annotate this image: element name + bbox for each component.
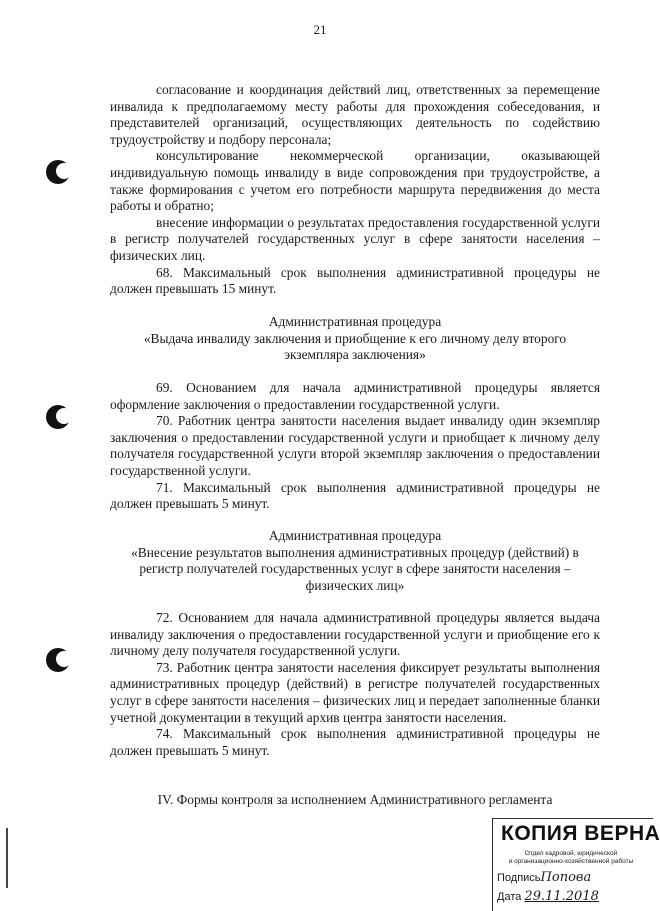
stamp-date-row	[497, 889, 653, 904]
section-registry-body	[110, 610, 600, 759]
stamp-department	[497, 850, 645, 866]
section-registry	[110, 528, 600, 594]
signature-value: Попова	[540, 870, 592, 885]
page-number: 21	[313, 22, 327, 37]
paragraph-consulting: консультирование некоммерческой организации, оказывающей индивидуальную помощь инвалиду в виде сопровождения при трудоустройстве, а также формирования с учетом его потребности маршрута передвижения до места работы и обратно;	[110, 148, 600, 214]
stamp-title: КОПИЯ ВЕРНА	[501, 822, 660, 845]
stamp-signature-row	[497, 870, 653, 885]
margin-mark	[6, 828, 8, 888]
paragraph-74: 74. Максимальный срок выполнения административной процедуры не должен превышать 5 минут.	[110, 726, 600, 758]
intro-block	[110, 82, 600, 298]
section-heading: Административная процедура	[268, 314, 442, 329]
section-issuance	[110, 314, 600, 364]
paragraph-69: 69. Основанием для начала административной процедуры является оформление заключения о предоставлении государственной услуги.	[110, 380, 600, 412]
certified-copy-stamp	[492, 818, 660, 911]
chapter-heading: IV. Формы контроля за исполнением Административного регламента	[157, 792, 553, 807]
chapter-block	[110, 792, 600, 809]
stamp-department-line: Отдел кадровой, юридической	[524, 850, 618, 857]
signature-label: Подпись	[497, 872, 541, 884]
paragraph-72: 72. Основанием для начала административной процедуры является выдача инвалиду заключения о предоставлении государственной услуги и приобщение его к личному делу получателя государственной услуги.	[110, 610, 600, 659]
punch-hole-bottom	[46, 648, 70, 672]
paragraph-70: 70. Работник центра занятости населения выдает инвалиду один экземпляр заключения о предоставлении государственной услуги и приобщает к личному делу получателя государственной услуги второй экземпляр заключения о предоставлении государственной услуги.	[110, 413, 600, 478]
date-label: Дата	[497, 891, 522, 903]
section-issuance-body	[110, 380, 600, 513]
section-title: «Внесение результатов выполнения административных процедур (действий) в регистр получателей государственных услуг в сфере занятости населения – физических лиц»	[131, 544, 579, 593]
punch-hole-top	[46, 160, 70, 184]
date-value: 29.11.2018	[524, 889, 599, 904]
paragraph-73: 73. Работник центра занятости населения фиксирует результаты выполнения административных процедур (действий) в регистре получателей государственных услуг в сфере занятости населения – физических лиц и передает заполненные бланки учетной документации в текущий архив центра занятости населения.	[110, 659, 600, 725]
paragraph-68: 68. Максимальный срок выполнения административной процедуры не должен превышать 15 минут.	[110, 264, 600, 297]
section-heading: Административная процедура	[268, 528, 442, 543]
paragraph-coordination: согласование и координация действий лиц, ответственных за перемещение инвалида к предполагаемому месту работы для прохождения собеседования, и представителей организаций, осуществляющих деятельность по содействию трудоустройству и подбору персонала;	[110, 82, 600, 147]
stamp-department-line: и организационно-хозяйственной работы	[508, 858, 634, 865]
paragraph-71: 71. Максимальный срок выполнения административной процедуры не должен превышать 5 минут.	[110, 479, 600, 512]
paragraph-registry-entry: внесение информации о результатах предоставления государственной услуги в регистр получателей государственных услуг в сфере занятости населения – физических лиц.	[110, 214, 600, 263]
punch-hole-middle	[46, 405, 70, 429]
section-title: «Выдача инвалиду заключения и приобщение к его личному делу второго экземпляра заключения»	[143, 330, 567, 363]
